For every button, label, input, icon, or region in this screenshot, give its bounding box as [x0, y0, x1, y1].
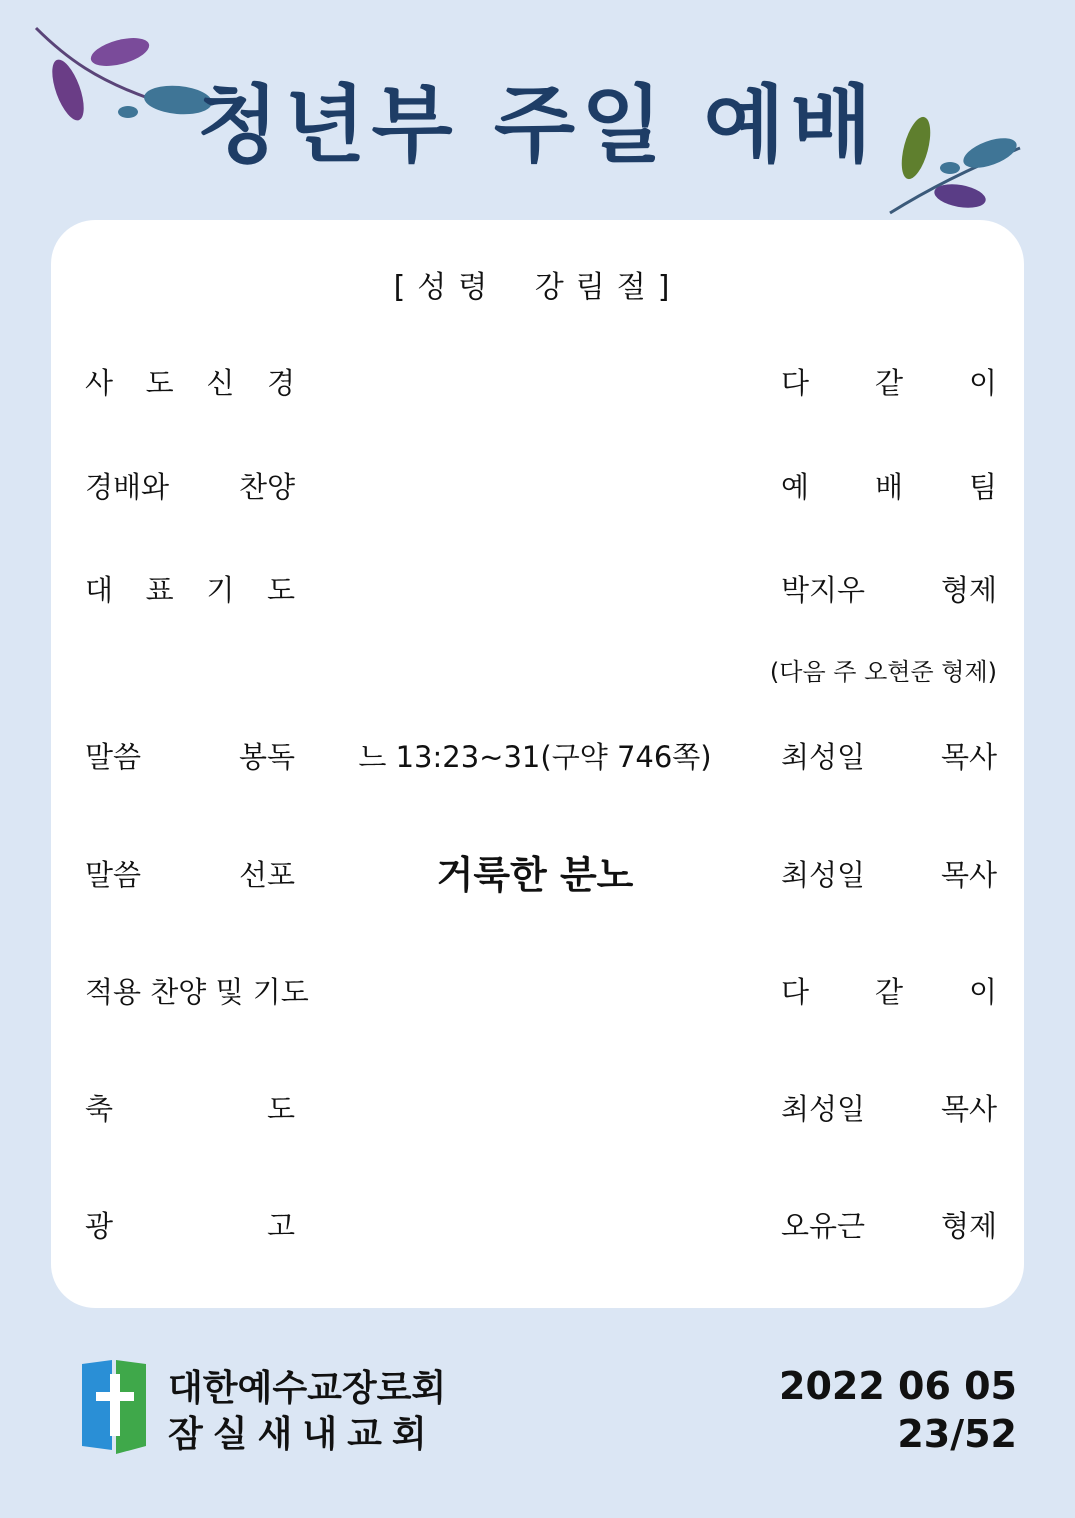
order-item-leader-part: 다	[781, 366, 810, 400]
order-item-label-part: 봉독	[238, 740, 295, 774]
order-item-leader-part: 같	[874, 975, 903, 1009]
order-item-label-part: 말씀	[85, 858, 142, 892]
order-item-detail: 느 13:23~31(구약 746쪽)	[358, 740, 712, 774]
order-item-label	[85, 565, 295, 615]
order-item-leader-part: 목사	[940, 1092, 997, 1126]
order-row	[85, 358, 997, 408]
order-item-label-part: 표	[145, 573, 174, 607]
order-item-label	[85, 1084, 295, 1134]
order-item-label-part: 기	[206, 573, 235, 607]
cross-book-logo-icon	[82, 1360, 148, 1454]
order-item-leader-part: 같	[874, 366, 903, 400]
sermon-title: 거룩한 분노	[436, 853, 634, 897]
order-item-leader	[781, 565, 997, 615]
order-item-leader-part: 예	[781, 470, 810, 504]
service-subtitle: [성령 강림절]	[393, 270, 682, 305]
prayer-note: (다음 주 오현준 형제)	[769, 658, 997, 686]
order-item-leader-part: 팀	[968, 470, 997, 504]
order-item-leader	[781, 850, 997, 900]
order-item-label-part: 사	[85, 366, 114, 400]
order-item-leader-part: 형제	[940, 1209, 997, 1243]
order-row	[85, 850, 997, 900]
church-denomination: 대한예수교장로회	[168, 1368, 447, 1409]
week-count: 23/52	[897, 1412, 1017, 1456]
order-row	[85, 1201, 997, 1251]
order-row	[85, 462, 997, 512]
order-item-leader	[781, 967, 997, 1017]
order-item-label-part: 말씀	[85, 740, 142, 774]
order-item-label-part: 축	[85, 1092, 114, 1126]
order-item-leader	[781, 358, 997, 408]
order-item-label-part: 선포	[238, 858, 295, 892]
order-item-label-part: 경배와	[85, 470, 170, 504]
order-item-label-part: 고	[266, 1209, 295, 1243]
church-title: 잠실새내교회	[168, 1414, 437, 1455]
order-item-label	[85, 732, 295, 782]
order-item-leader-part: 이	[968, 975, 997, 1009]
order-row	[85, 967, 997, 1017]
order-item-leader	[781, 1201, 997, 1251]
order-item-leader	[781, 732, 997, 782]
order-item-leader-part: 최성일	[781, 858, 866, 892]
order-row	[85, 565, 997, 615]
order-item-label	[85, 850, 295, 900]
order-row	[85, 1084, 997, 1134]
order-item-label	[85, 1201, 295, 1251]
service-date	[779, 1362, 1017, 1458]
order-item-label-part: 신	[206, 366, 235, 400]
order-item-label-part: 도	[145, 366, 174, 400]
order-item-label-part: 도	[266, 1092, 295, 1126]
order-item-label-part: 찬양	[238, 470, 295, 504]
order-item-label	[85, 358, 295, 408]
order-item-leader-part: 박지우	[781, 573, 866, 607]
order-item-leader-part: 최성일	[781, 740, 866, 774]
order-item-label-part: 도	[266, 573, 295, 607]
order-item-leader-part: 오유근	[781, 1209, 866, 1243]
church-name	[168, 1366, 446, 1458]
order-item-leader-part: 목사	[940, 858, 997, 892]
date-text: 2022 06 05	[779, 1364, 1017, 1408]
page-title: 청년부 주일 예배	[197, 76, 878, 174]
order-item-leader	[781, 462, 997, 512]
order-item-label	[85, 967, 309, 1017]
order-row	[85, 732, 997, 782]
order-item-label-part: 경	[266, 366, 295, 400]
order-item-leader	[781, 1084, 997, 1134]
order-item-label-part: 광	[85, 1209, 114, 1243]
order-item-leader-part: 배	[874, 470, 903, 504]
order-item-leader-part: 다	[781, 975, 810, 1009]
order-item-leader-part: 형제	[940, 573, 997, 607]
order-item-leader-part: 최성일	[781, 1092, 866, 1126]
order-item-label	[85, 462, 295, 512]
order-item-label-part: 적용 찬양 및 기도	[85, 975, 309, 1009]
order-item-leader-part: 목사	[940, 740, 997, 774]
order-item-leader-part: 이	[968, 366, 997, 400]
order-item-label-part: 대	[85, 573, 114, 607]
